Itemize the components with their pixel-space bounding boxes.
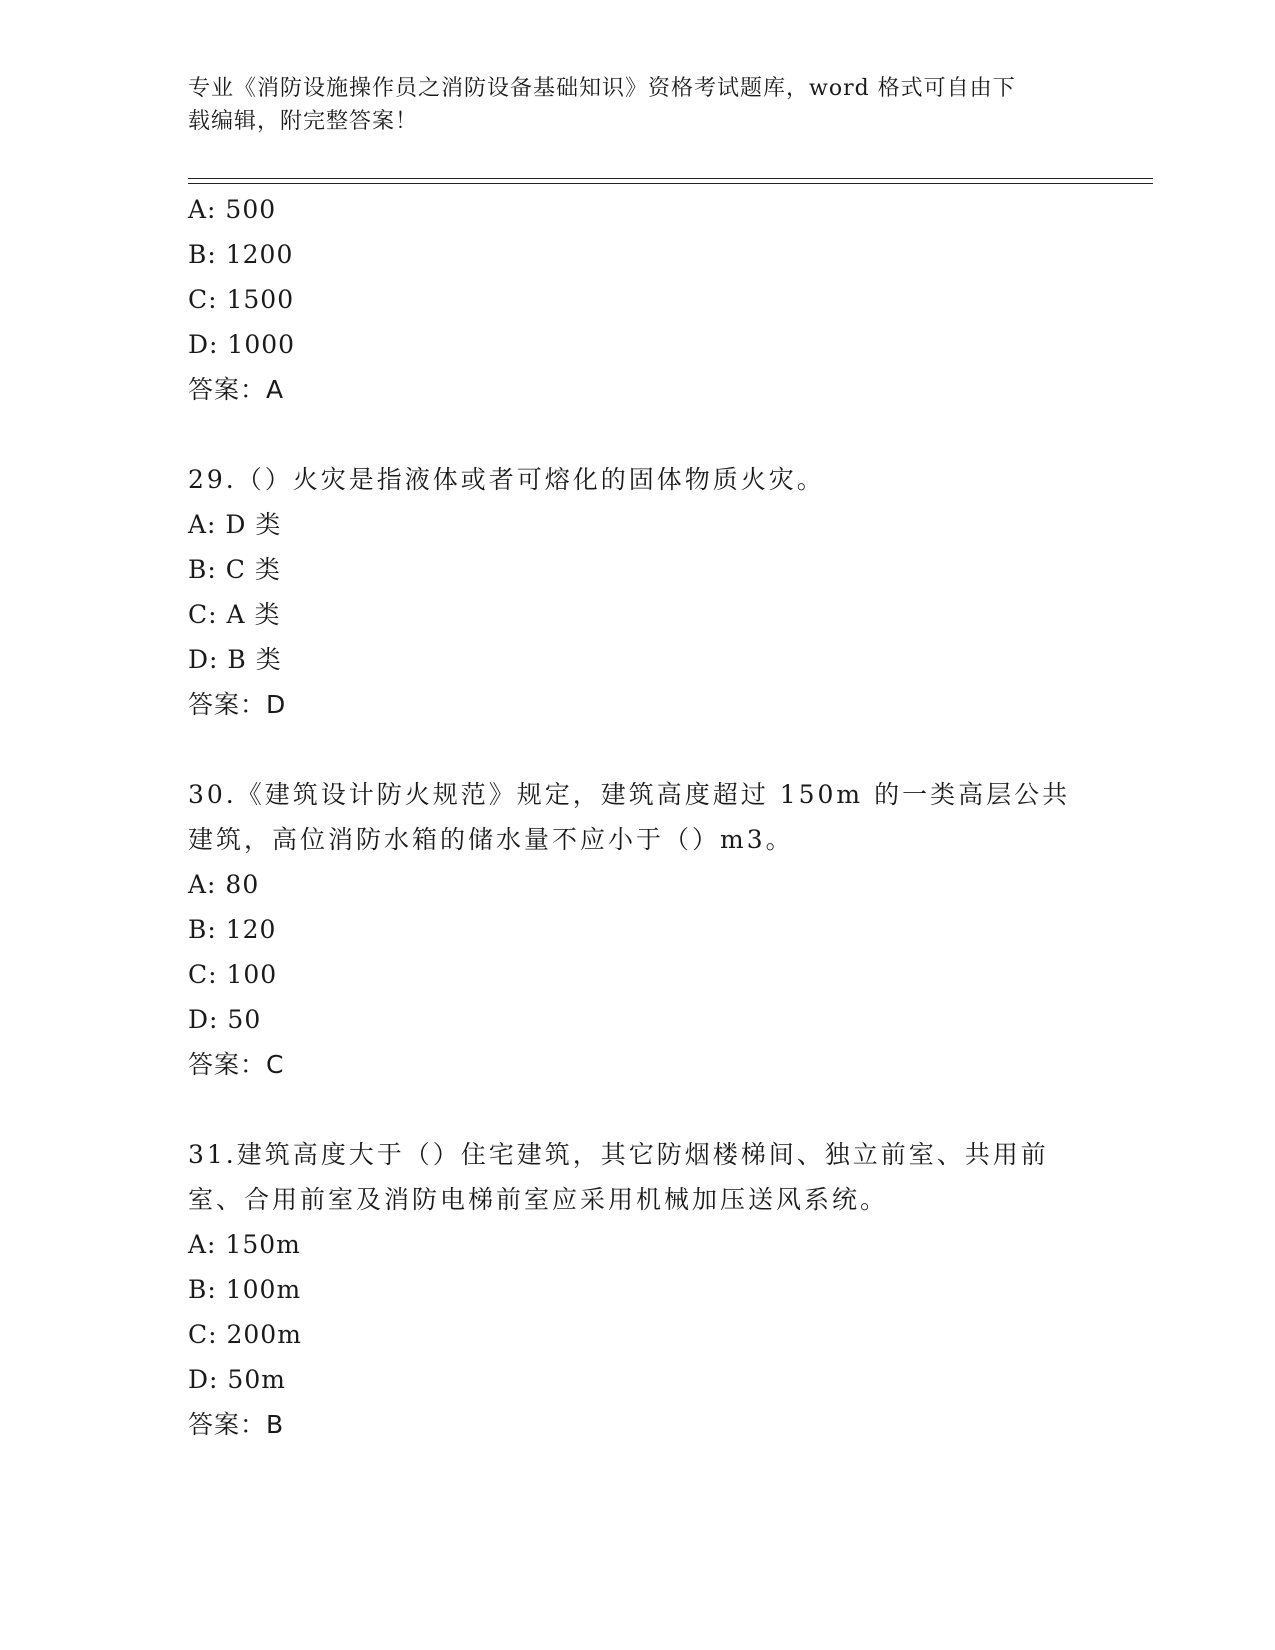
- q28-option-b: B: 1200: [188, 240, 294, 269]
- q29-option-a: A: D 类: [188, 510, 282, 539]
- q29-stem: 29.（）火灾是指液体或者可熔化的固体物质火灾。: [188, 465, 825, 494]
- q29-option-d: D: B 类: [188, 645, 282, 674]
- q28-answer: 答案：A: [188, 375, 285, 404]
- q31-stem-line-2: 室、合用前室及消防电梯前室应采用机械加压送风系统。: [188, 1185, 889, 1214]
- header-line-1: 专业《消防设施操作员之消防设备基础知识》资格考试题库，word 格式可自由下: [188, 76, 1016, 101]
- q30-stem-line-1: 30.《建筑设计防火规范》规定，建筑高度超过 150m 的一类高层公共: [188, 780, 1071, 809]
- q31-option-c: C: 200m: [188, 1320, 302, 1349]
- header-divider-bottom: [188, 183, 1153, 184]
- q31-option-b: B: 100m: [188, 1275, 302, 1304]
- q30-answer: 答案：C: [188, 1050, 285, 1079]
- document-header: [188, 72, 1068, 138]
- q28-option-a: A: 500: [188, 195, 277, 224]
- q31-stem-line-1: 31.建筑高度大于（）住宅建筑，其它防烟楼梯间、独立前室、共用前: [188, 1140, 1049, 1169]
- q28-option-d: D: 1000: [188, 330, 296, 359]
- header-divider-top: [188, 178, 1153, 179]
- q29-answer: 答案：D: [188, 690, 287, 719]
- q28-option-c: C: 1500: [188, 285, 295, 314]
- q30-option-d: D: 50: [188, 1005, 262, 1034]
- q30-option-a: A: 80: [188, 870, 260, 899]
- q31-option-d: D: 50m: [188, 1365, 286, 1394]
- q31-answer: 答案：B: [188, 1410, 285, 1439]
- q30-option-b: B: 120: [188, 915, 277, 944]
- q29-option-b: B: C 类: [188, 555, 281, 584]
- q29-option-c: C: A 类: [188, 600, 281, 629]
- q30-option-c: C: 100: [188, 960, 278, 989]
- header-line-2: 载编辑，附完整答案！: [188, 109, 419, 134]
- q30-stem-line-2: 建筑，高位消防水箱的储水量不应小于（）m3。: [188, 825, 794, 854]
- q31-option-a: A: 150m: [188, 1230, 301, 1259]
